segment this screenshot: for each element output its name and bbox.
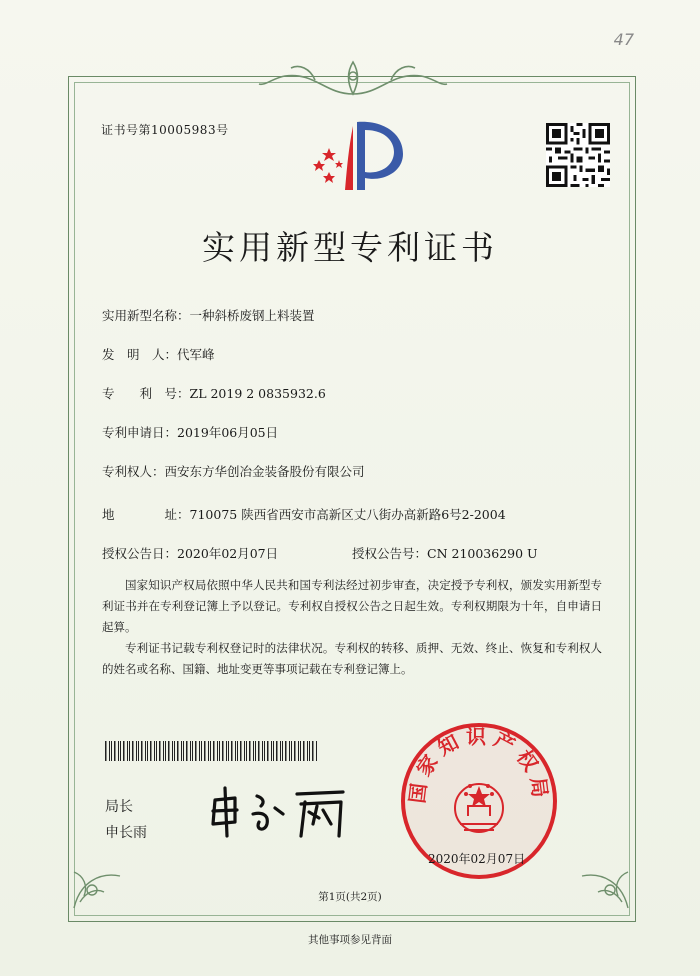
address-label: 地 址：: [102, 507, 190, 522]
director-name: 申长雨: [105, 825, 147, 841]
utility-name-row: [102, 306, 315, 324]
page-indicator: 第1页(共2页): [318, 891, 382, 903]
seal-text: 国家知识产权局: [404, 724, 554, 805]
patentee-label: 专利权人：: [102, 464, 165, 479]
certificate-number: 证书号第10005983号: [101, 123, 229, 137]
grant-date-value: 2020年02月07日: [177, 546, 279, 561]
top-ornament-icon: [255, 54, 451, 100]
grant-date-row: [102, 544, 278, 562]
patentee-value: 西安东方华创冶金装备股份有限公司: [164, 464, 365, 479]
legal-status-paragraph: 专利证书记载专利权登记时的法律状况。专利权的转移、质押、无效、终止、恢复和专利权人的姓名或名称、国籍、地址变更等事项记载在专利登记簿上。: [102, 641, 602, 676]
barcode-icon: [105, 741, 319, 761]
grant-number-row: [352, 544, 538, 562]
address-value: 710075 陕西省西安市高新区丈八街办高新路6号2-2004: [189, 507, 506, 522]
certificate-title: 实用新型专利证书: [202, 228, 498, 267]
seal-date: 2020年02月07日: [428, 852, 526, 866]
director-signature-icon: [205, 784, 355, 840]
address-row: [102, 505, 506, 523]
grant-number-value: CN 210036290 U: [427, 546, 538, 561]
utility-name-label: 实用新型名称：: [102, 308, 190, 323]
footnote: 其他事项参见背面: [308, 934, 392, 946]
patent-number-label: 专 利 号：: [102, 386, 190, 401]
qr-code-icon: [546, 123, 610, 187]
inventor-row: [102, 345, 215, 363]
patent-number-value: ZL 2019 2 0835932.6: [189, 386, 326, 401]
patent-number-row: [102, 384, 326, 402]
utility-name-value: 一种斜桥废钢上料装置: [189, 308, 315, 323]
filing-date-label: 专利申请日：: [102, 425, 178, 440]
filing-date-row: [102, 423, 278, 441]
inventor-label: 发 明 人：: [102, 347, 178, 362]
grant-number-label: 授权公告号：: [352, 546, 428, 561]
grant-paragraph: 国家知识产权局依照中华人民共和国专利法经过初步审查，决定授予专利权，颁发实用新型专利证书并在专利登记簿上予以登记。专利权自授权公告之日起生效。专利权期限为十年，自申请日起算。: [102, 578, 602, 634]
inventor-value: 代军峰: [177, 347, 215, 362]
bureau-title: 局长: [105, 799, 133, 815]
handwritten-note: 47: [613, 30, 634, 49]
patentee-row: [102, 462, 365, 480]
grant-date-label: 授权公告日：: [102, 546, 178, 561]
filing-date-value: 2019年06月05日: [177, 425, 279, 440]
cnipa-logo-icon: [309, 116, 405, 196]
